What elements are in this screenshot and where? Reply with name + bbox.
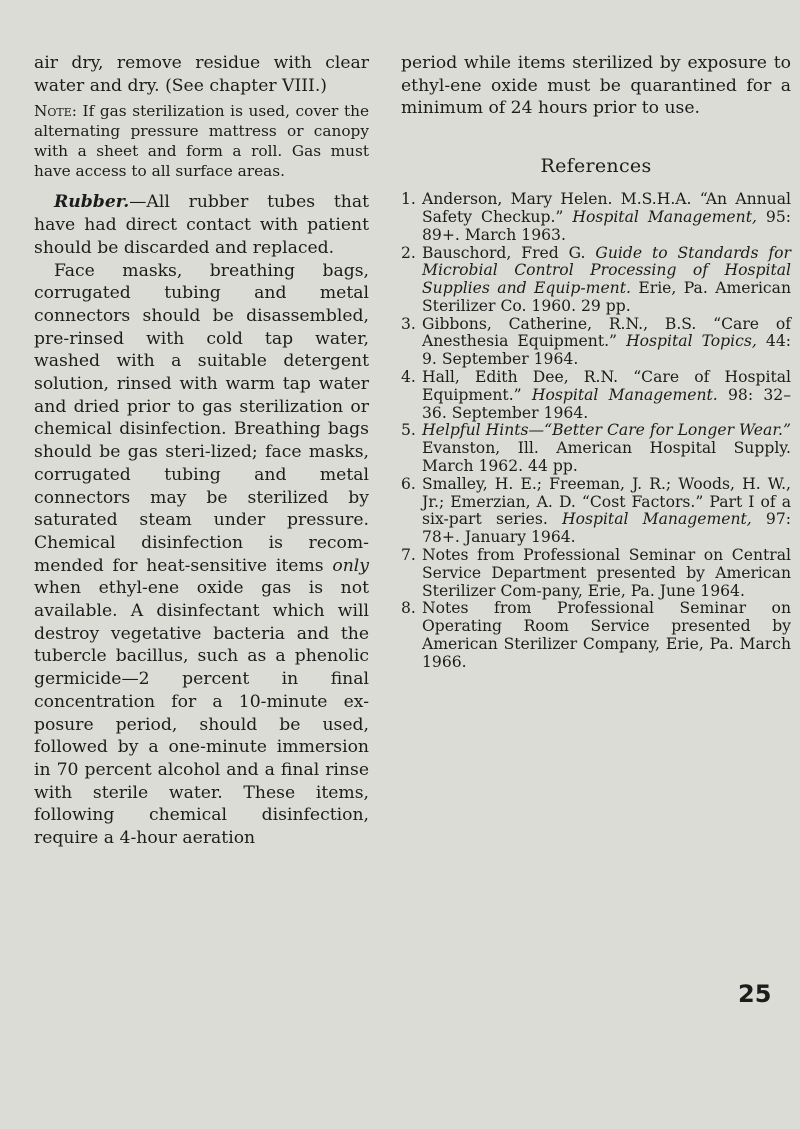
reference-item — [401, 316, 791, 369]
reference-text-part: Hall, Edith Dee, R.N. “Care of Hospital Equipment.” — [422, 368, 791, 404]
reference-text — [422, 369, 791, 422]
reference-item — [401, 422, 791, 475]
reference-number: 5. — [401, 421, 416, 440]
reference-item — [401, 369, 791, 422]
reference-text — [422, 191, 791, 244]
reference-italic-title: Hospital Management, — [561, 510, 752, 529]
face-masks-paragraph — [34, 260, 369, 850]
reference-italic-title: Guide to Standards for Microbial Control Processing of Hospital Supplies and Equip-ment. — [422, 243, 792, 298]
reference-italic-title: Hospital Management. — [531, 385, 718, 404]
reference-text-part: Notes from Professional Seminar on Operating Room Service presented by American Sterilizer Company, Erie, Pa. March 1966. — [422, 599, 791, 671]
reference-item — [401, 600, 791, 671]
reference-number: 8. — [401, 599, 416, 618]
left-column — [34, 52, 369, 850]
paragraph-air-dry: air dry, remove residue with clear water and dry. (See chapter VIII.) — [34, 53, 369, 96]
reference-text — [422, 600, 791, 671]
reference-number: 6. — [401, 474, 416, 493]
reference-italic-title: Hospital Management, — [572, 207, 757, 226]
right-column — [401, 52, 791, 672]
reference-text — [422, 316, 791, 369]
reference-item — [401, 191, 791, 244]
reference-text — [422, 245, 791, 316]
reference-text-part: 95: 89+. March 1963. — [422, 207, 791, 244]
references-heading: References — [540, 155, 652, 178]
reference-number: 4. — [401, 368, 416, 387]
reference-item — [401, 476, 791, 547]
face-masks-text-2: when ethyl-ene oxide gas is not available. A disinfectant which will destroy vegetative bacteria and the tubercle bacillus, such as a phenolic germicide—2 percent in final concentration for a 10-minute ex-posure period, should be used, followed by a one-minute immersion in 70 percent alcohol and a final rinse with sterile water. These items, following chemical disinfection, require a 4-hour aeration — [34, 578, 369, 849]
reference-text-part: Notes from Professional Seminar on Central Service Department presented by American Sterilizer Com-pany, Erie, Pa. June 1964. — [422, 546, 791, 600]
reference-item — [401, 245, 791, 316]
reference-italic-title: Helpful Hints—“Better Care for Longer Wear.” — [422, 421, 791, 440]
reference-text-part: Gibbons, Catherine, R.N., B.S. “Care of Anesthesia Equipment.” — [422, 314, 791, 351]
note-paragraph — [34, 101, 369, 181]
face-masks-emphasis: only — [332, 555, 369, 576]
rubber-runin-heading: Rubber. — [54, 192, 130, 213]
references-list — [401, 191, 791, 672]
reference-text-part: 98: 32–36. September 1964. — [422, 385, 791, 422]
note-label: Note: — [34, 102, 77, 121]
reference-number: 7. — [401, 546, 416, 565]
note-text: If gas sterilization is used, cover the alternating pressure mattress or canopy with a sheet and form a roll. Gas must have access to all surface areas. — [34, 102, 369, 181]
reference-number: 3. — [401, 314, 416, 333]
reference-text — [422, 422, 791, 475]
paragraph-quarantine: period while items sterilized by exposure to ethyl-ene oxide must be quarantined for a minimum of 24 hours prior to use. — [401, 53, 791, 119]
reference-text — [422, 547, 791, 600]
reference-text-part: Anderson, Mary Helen. M.S.H.A. “An Annual Safety Checkup.” — [422, 190, 791, 226]
reference-text-part: Smalley, H. E.; Freeman, J. R.; Woods, H. W., Jr.; Emerzian, A. D. “Cost Factors.” Part I of a six-part series. — [422, 474, 791, 529]
reference-text — [422, 476, 791, 547]
reference-text-part: Erie, Pa. American Sterilizer Co. 1960. 29 pp. — [422, 279, 792, 315]
face-masks-text-1: Face masks, breathing bags, corrugated tubing and metal connectors should be disassembled, pre-rinsed with cold tap water, washed with a suitable detergent solution, rinsed with warm tap water and dried prior to gas sterilization or chemical disinfection. Breathing bags should be gas steri-lized; face masks, corrugated tubing and metal connectors may be sterilized by saturated steam under pressure. Chemical disinfection is recom-mended for heat-sensitive items — [34, 260, 369, 576]
reference-text-part: Evanston, Ill. American Hospital Supply. March 1962. 44 pp. — [422, 439, 791, 476]
reference-text-part: 97: 78+. January 1964. — [422, 510, 791, 547]
reference-number: 2. — [401, 243, 416, 262]
page-number: 25 — [738, 980, 772, 1008]
reference-number: 1. — [401, 190, 416, 209]
rubber-paragraph — [34, 191, 369, 259]
rubber-text: —All rubber tubes that have had direct contact with patient should be discarded and replaced. — [34, 192, 369, 258]
reference-text-part: 44: 9. September 1964. — [422, 332, 791, 369]
reference-item — [401, 547, 791, 600]
reference-text-part: Bauschord, Fred G. — [422, 243, 596, 262]
reference-italic-title: Hospital Topics, — [626, 332, 757, 351]
